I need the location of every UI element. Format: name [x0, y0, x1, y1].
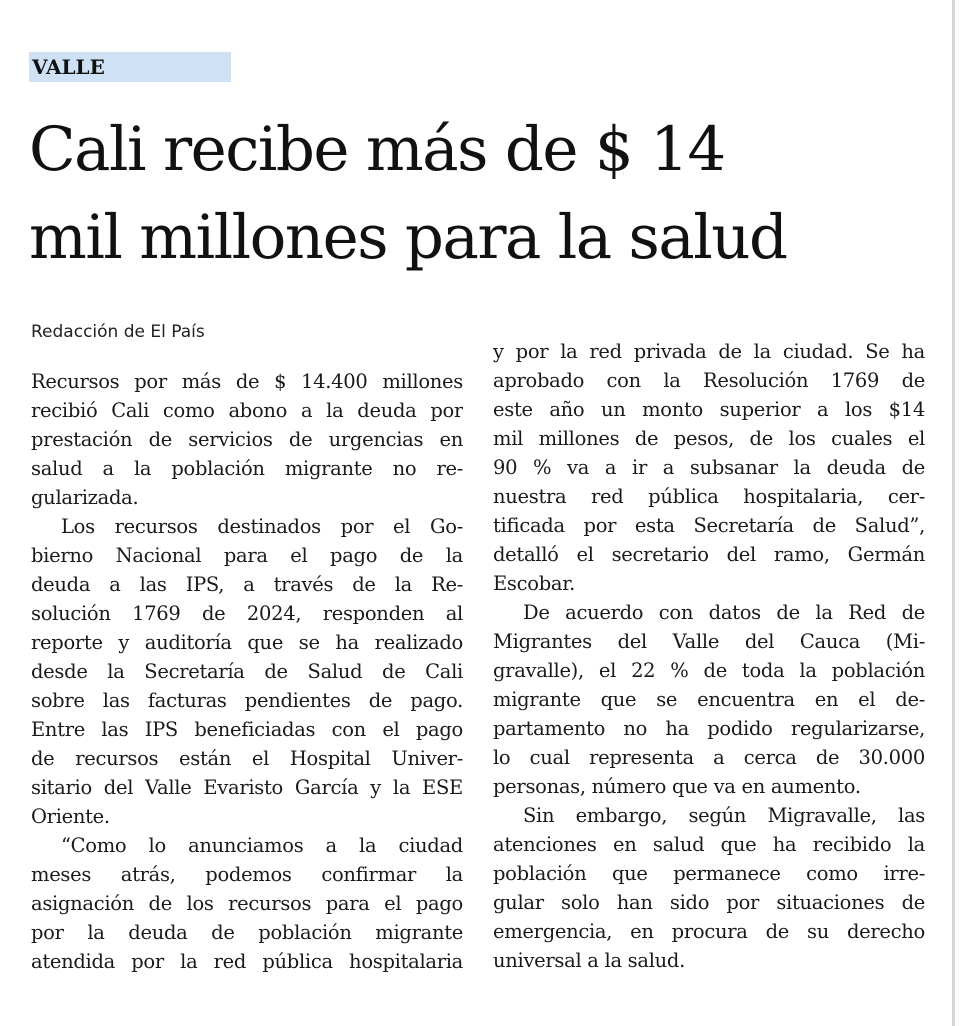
text-line: asignación de los recursos para el pago [31, 892, 463, 915]
text-line: salud a la población migrante no re- [31, 457, 463, 480]
text-line: de recursos están el Hospital Univer- [31, 747, 463, 770]
text-line: aprobado con la Resolución 1769 de [493, 369, 925, 392]
headline-line: Cali recibe más de $ 14 [29, 114, 725, 185]
text-line: y por la red privada de la ciudad. Se ha [493, 340, 925, 363]
page-edge-divider [952, 0, 955, 1026]
text-line: desde la Secretaría de Salud de Cali [31, 660, 463, 683]
article-column-left [31, 367, 463, 976]
text-line: gular solo han sido por situaciones de [493, 891, 925, 914]
text-line: Oriente. [31, 805, 110, 828]
text-line: gularizada. [31, 486, 139, 509]
text-line: Los recursos destinados por el Go- [61, 515, 463, 538]
headline [29, 106, 944, 282]
text-line: tificada por esta Secretaría de Salud”, [493, 514, 925, 537]
text-line: sobre las facturas pendientes de pago. [31, 689, 463, 712]
text-line: “Como lo anunciamos a la ciudad [61, 834, 463, 857]
text-line: lo cual representa a cerca de 30.000 [493, 746, 925, 769]
text-line: atenciones en salud que ha recibido la [493, 833, 925, 856]
text-line: bierno Nacional para el pago de la [31, 544, 463, 567]
text-line: población que permanece como irre- [493, 862, 925, 885]
text-line: detalló el secretario del ramo, Germán [493, 543, 925, 566]
text-line: sitario del Valle Evaristo García y la ESE [31, 776, 463, 799]
text-line: partamento no ha podido regularizarse, [493, 717, 925, 740]
text-line: este año un monto superior a los $14 [493, 398, 925, 421]
text-line: Recursos por más de $ 14.400 millones [31, 370, 463, 393]
text-line: De acuerdo con datos de la Red de [523, 601, 925, 624]
text-line: prestación de servicios de urgencias en [31, 428, 463, 451]
text-line: personas, número que va en aumento. [493, 775, 861, 798]
text-line: emergencia, en procura de su derecho [493, 920, 925, 943]
text-line: atendida por la red pública hospitalaria [31, 950, 463, 973]
text-line: universal a la salud. [493, 949, 685, 972]
text-line: solución 1769 de 2024, responden al [31, 602, 463, 625]
text-line: Migrantes del Valle del Cauca (Mi- [493, 630, 925, 653]
text-line: por la deuda de población migrante [31, 921, 463, 944]
text-line: nuestra red pública hospitalaria, cer- [493, 485, 925, 508]
text-line: Sin embargo, según Migravalle, las [523, 804, 925, 827]
text-line: 90 % va a ir a subsanar la deuda de [493, 456, 925, 479]
text-line: migrante que se encuentra en el de- [493, 688, 925, 711]
text-line: gravalle), el 22 % de toda la población [493, 659, 925, 682]
headline-line: mil millones para la salud [29, 202, 787, 273]
section-tag: VALLE [29, 52, 231, 82]
text-line: Escobar. [493, 572, 575, 595]
text-line: mil millones de pesos, de los cuales el [493, 427, 925, 450]
text-line: Entre las IPS beneficiadas con el pago [31, 718, 463, 741]
article-column-right [493, 337, 925, 975]
text-line: reporte y auditoría que se ha realizado [31, 631, 463, 654]
byline: Redacción de El País [31, 322, 205, 342]
text-line: recibió Cali como abono a la deuda por [31, 399, 463, 422]
text-line: deuda a las IPS, a través de la Re- [31, 573, 463, 596]
text-line: meses atrás, podemos confirmar la [31, 863, 463, 886]
